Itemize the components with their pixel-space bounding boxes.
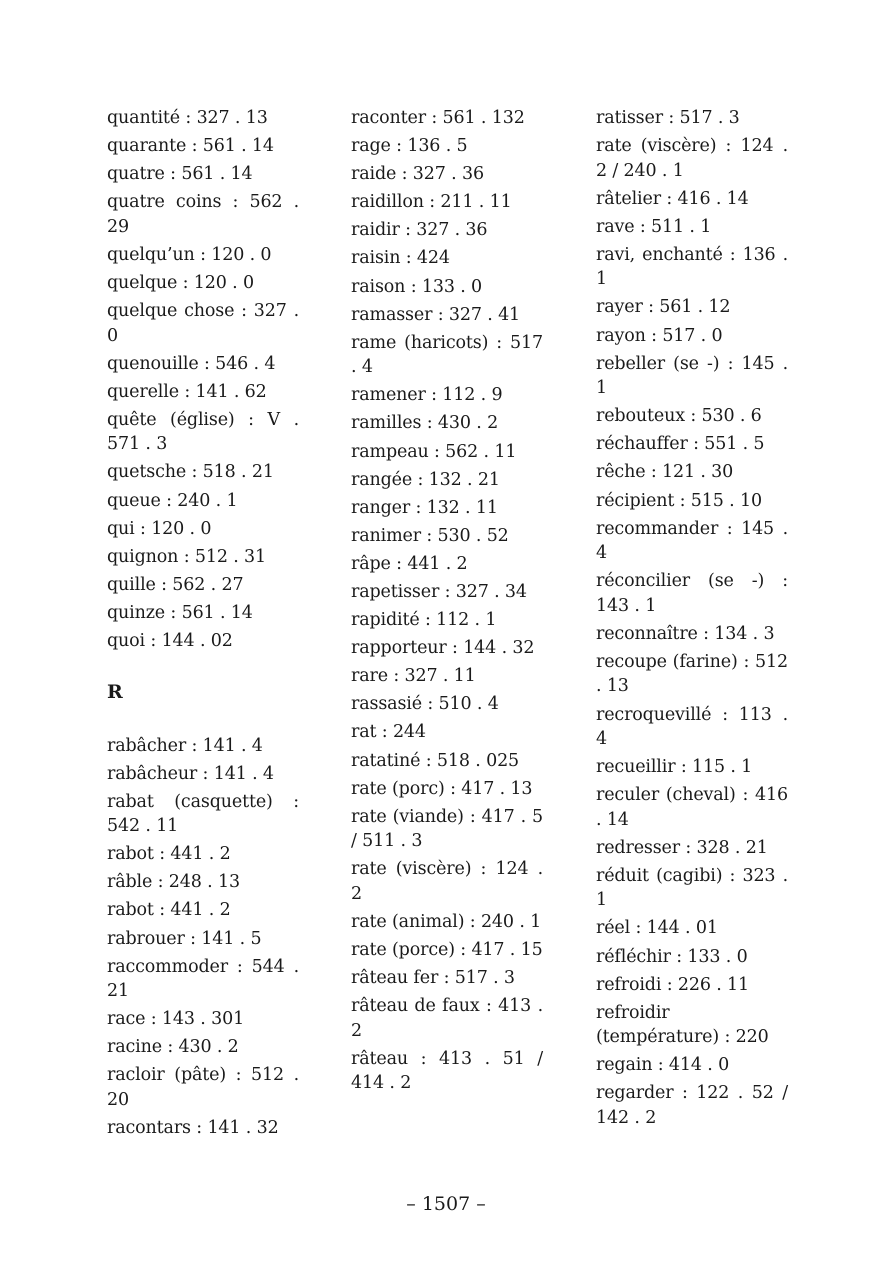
index-entry: quetsche : 518 . 21 [107,462,274,483]
index-entry: ramasser : 327 . 41 [351,304,521,325]
index-entry: race : 143 . 301 [107,1009,245,1030]
entry-list [351,106,543,1096]
index-entry: rampeau : 562 . 11 [351,441,517,462]
index-entry: qui : 120 . 0 [107,518,212,539]
index-entry: recueillir : 115 . 1 [596,757,753,778]
index-entry: récipient : 515 . 10 [596,490,762,511]
index-entry: ravi, enchanté : 136 . 1 [596,244,788,290]
index-entry: réduit (cagibi) : 323 . 1 [596,865,788,911]
index-entry: ratisser : 517 . 3 [596,108,740,128]
index-entry: querelle : 141 . 62 [107,381,267,402]
index-entry: rame (haricots) : 517 . 4 [351,332,543,378]
index-entry: reculer (cheval) : 416 . 14 [596,785,788,830]
index-entry: raison : 133 . 0 [351,276,483,297]
index-entry: ranger : 132 . 11 [351,497,498,518]
index-entry: refroidir (température) : 220 [596,1002,769,1048]
index-entry: quatre : 561 . 14 [107,164,253,185]
index-column-3 [596,106,788,1134]
index-entry: rangée : 132 . 21 [351,469,500,490]
index-entry: réel : 144 . 01 [596,918,718,939]
page-number: – 1507 – [406,1193,486,1215]
index-entry: ramilles : 430 . 2 [351,413,499,434]
index-entry: rate (viscère) : 124 . 2 [351,859,543,904]
index-entry: rapporteur : 144 . 32 [351,638,535,659]
index-entry: recroquevillé : 113 . 4 [596,704,788,749]
index-entry: rat : 244 [351,722,426,743]
index-entry: refroidi : 226 . 11 [596,974,750,995]
index-entry: rate (porc) : 417 . 13 [351,778,533,799]
index-entry: râble : 248 . 13 [107,872,240,893]
index-entry: racloir (pâte) : 512 . 20 [107,1065,299,1110]
index-column-2 [351,106,543,1099]
entry-list [107,106,299,654]
index-entry: quenouille : 546 . 4 [107,353,276,374]
index-entry: rabâcheur : 141 . 4 [107,763,274,784]
index-entry: râteau de faux : 413 . 2 [351,996,543,1041]
index-entry: rabot : 441 . 2 [107,900,231,921]
index-entry: raconter : 561 . 132 [351,108,525,128]
index-entry: quête (église) : V . 571 . 3 [107,409,299,455]
index-entry: râtelier : 416 . 14 [596,188,749,209]
index-entry: rabat (casquette) : 542 . 11 [107,791,299,837]
index-entry: quignon : 512 . 31 [107,546,267,567]
entry-list [596,106,788,1130]
index-entry: rayon : 517 . 0 [596,325,723,346]
index-entry: recoupe (farine) : 512 . 13 [596,651,788,697]
index-entry: rate (animal) : 240 . 1 [351,911,542,932]
index-entry: reconnaître : 134 . 3 [596,623,775,644]
index-entry: racine : 430 . 2 [107,1037,239,1058]
index-entry: queue : 240 . 1 [107,490,238,511]
index-column-1 [107,106,299,1144]
index-entry: raccommoder : 544 . 21 [107,956,299,1002]
index-entry: raidir : 327 . 36 [351,220,488,241]
index-entry: redresser : 328 . 21 [596,837,768,858]
index-entry: rate (viande) : 417 . 5 / 511 . 3 [351,806,543,852]
index-entry: quelqu’un : 120 . 0 [107,244,272,265]
index-entry: rave : 511 . 1 [596,216,712,237]
index-entry: raidillon : 211 . 11 [351,192,512,213]
index-entry: rêche : 121 . 30 [596,462,734,483]
index-entry: rate (viscère) : 124 . 2 / 240 . 1 [596,136,788,181]
index-entry: rate (porce) : 417 . 15 [351,940,543,961]
index-entry: rabâcher : 141 . 4 [107,735,263,756]
section-letter: R [107,680,123,703]
index-entry: rage : 136 . 5 [351,136,468,157]
index-entry: ramener : 112 . 9 [351,385,503,406]
index-entry: recommander : 145 . 4 [596,518,788,564]
index-entry: regarder : 122 . 52 / 142 . 2 [596,1083,788,1128]
index-entry: raisin : 424 [351,248,450,269]
index-entry: râpe : 441 . 2 [351,553,468,574]
index-entry: réfléchir : 133 . 0 [596,946,748,967]
index-entry: regain : 414 . 0 [596,1055,730,1076]
index-entry: rebouteux : 530 . 6 [596,406,762,427]
index-entry: ratatiné : 518 . 025 [351,750,520,771]
index-entry: rapidité : 112 . 1 [351,610,497,631]
index-entry: ranimer : 530 . 52 [351,525,509,546]
index-entry: rassasié : 510 . 4 [351,694,499,715]
index-entry: quinze : 561 . 14 [107,602,253,623]
index-entry: quelque chose : 327 . 0 [107,301,299,346]
index-entry: quarante : 561 . 14 [107,136,274,157]
entry-list [107,734,299,1141]
index-entry: réchauffer : 551 . 5 [596,434,765,455]
index-entry: quille : 562 . 27 [107,574,244,595]
index-entry: rapetisser : 327 . 34 [351,582,527,602]
index-entry: quatre coins : 562 . 29 [107,192,299,237]
index-entry: racontars : 141 . 32 [107,1118,279,1139]
index-entry: râteau fer : 517 . 3 [351,968,515,989]
index-entry: quantité : 327 . 13 [107,108,268,128]
index-entry: raide : 327 . 36 [351,164,484,185]
index-entry: rayer : 561 . 12 [596,297,731,318]
index-entry: râteau : 413 . 51 / 414 . 2 [351,1048,543,1094]
index-entry: réconcilier (se -) : 143 . 1 [596,571,788,616]
index-entry: rebeller (se -) : 145 . 1 [596,353,788,399]
index-entry: rabrouer : 141 . 5 [107,928,262,949]
index-entry: rare : 327 . 11 [351,666,476,687]
index-entry: rabot : 441 . 2 [107,844,231,865]
index-entry: quoi : 144 . 02 [107,631,233,651]
index-entry: quelque : 120 . 0 [107,272,254,293]
